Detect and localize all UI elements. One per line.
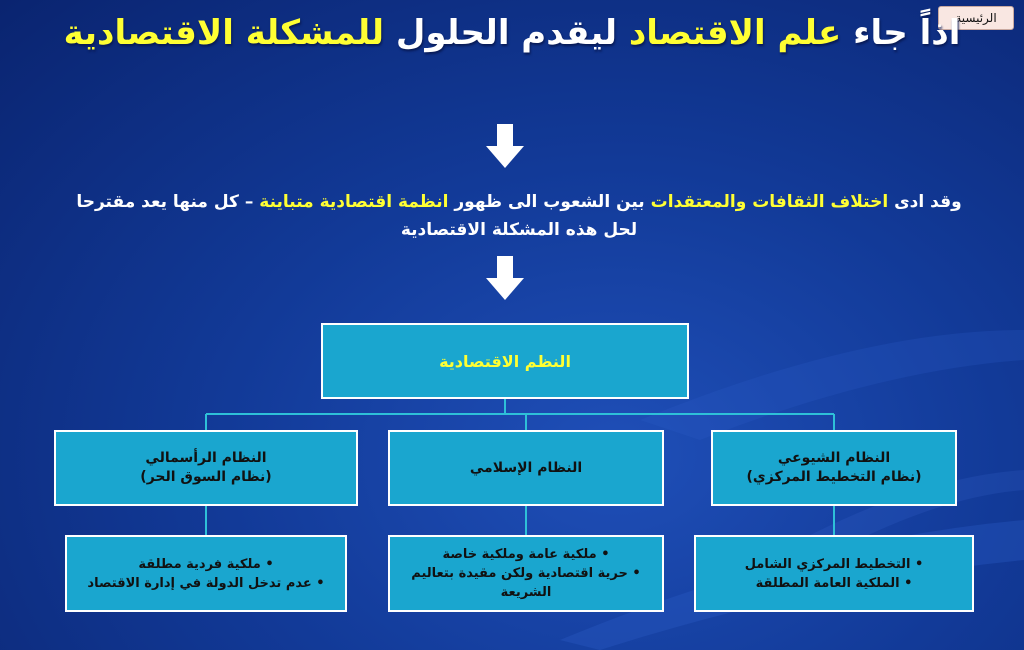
capitalist-system-box	[54, 430, 358, 506]
title-part2: علم الاقتصاد	[628, 13, 842, 53]
title-part3: ليقدم الحلول	[384, 13, 629, 53]
system-name: النظام الإسلامي	[469, 459, 583, 476]
feature-item: • التخطيط المركزي الشامل	[745, 555, 924, 574]
down-arrow-icon	[486, 124, 524, 168]
down-arrow-icon	[486, 256, 524, 300]
system-alt-name: (نظام التخطيط المركزي)	[746, 469, 922, 485]
feature-item: • ملكية فردية مطلقة	[87, 555, 324, 574]
para-part3: بين الشعوب الى ظهور	[448, 192, 651, 212]
economic-systems-root	[321, 323, 689, 399]
title-part1: اذاً جاء	[841, 13, 961, 53]
communist-features-box	[694, 535, 974, 612]
islamic-features-box	[388, 535, 664, 612]
para-part4: انظمة اقتصادية متباينة	[259, 192, 449, 212]
para-part5: – كل منها يعد مقترحا لحل هذه المشكلة الاقتصادية	[76, 192, 638, 240]
title-part4: للمشكلة الاقتصادية	[63, 13, 385, 53]
para-part1: وقد ادى	[888, 192, 962, 212]
home-button[interactable]: الرئيسية	[938, 6, 1014, 30]
feature-item: • عدم تدخل الدولة في إدارة الاقتصاد	[87, 574, 324, 593]
feature-item: • الملكية العامة المطلقة	[745, 574, 924, 593]
system-name: النظام الشيوعي	[777, 450, 891, 466]
para-part2: اختلاف الثقافات والمعتقدات	[650, 192, 889, 212]
islamic-system-box	[388, 430, 664, 506]
intro-paragraph	[60, 188, 978, 244]
system-alt-name: (نظام السوق الحر)	[140, 469, 272, 485]
feature-item: • حرية اقتصادية ولكن مقيدة بتعاليم الشريعة	[390, 564, 662, 602]
system-name: النظام الرأسمالي	[145, 450, 267, 466]
communist-system-box	[711, 430, 957, 506]
page-title	[60, 12, 964, 54]
feature-item: • ملكية عامة وملكية خاصة	[390, 545, 662, 564]
capitalist-features-box	[65, 535, 347, 612]
root-label: النظم الاقتصادية	[439, 351, 571, 371]
